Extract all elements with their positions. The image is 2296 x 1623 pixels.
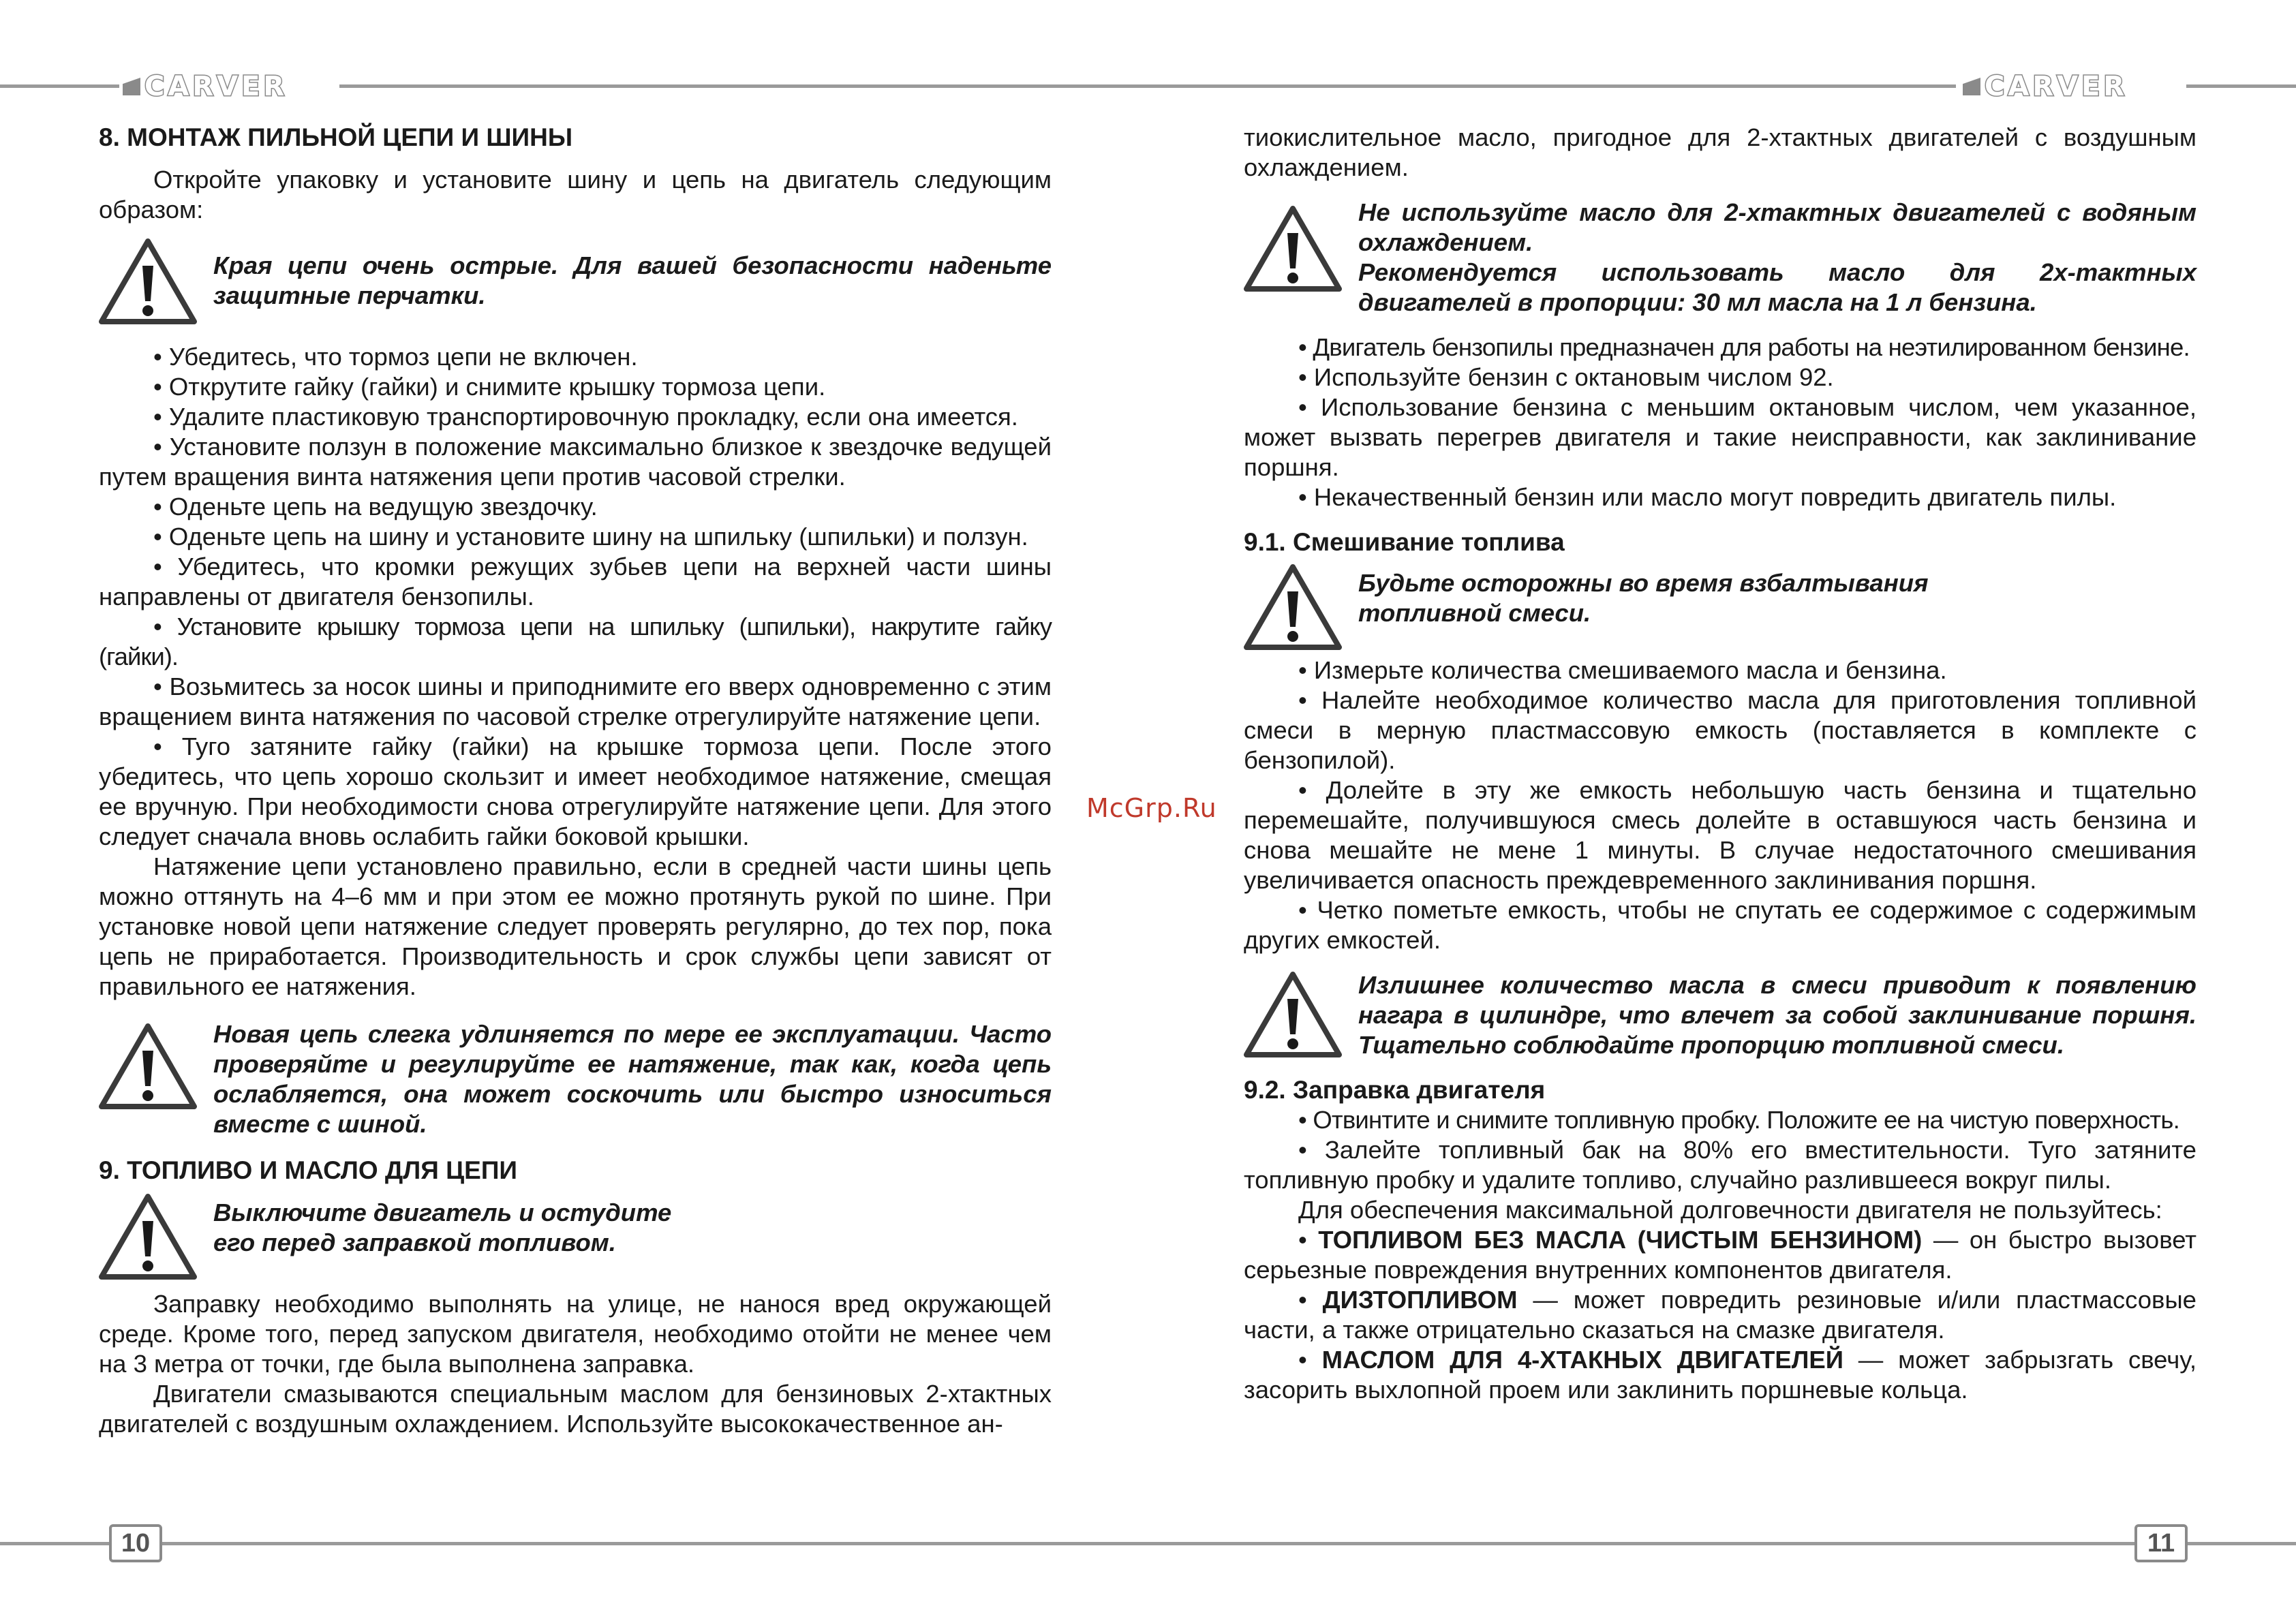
warning-icon [99, 237, 197, 324]
warning-block [99, 1019, 1052, 1139]
left-page [99, 123, 1052, 1439]
warning-block [1244, 563, 2196, 650]
list-item: • Установите крышку тормоза цепи на шпильку (шпильки), накрутите гайку (гайки). [99, 613, 1052, 670]
warning-text: Излишнее количество масла в смеси приводит к появлению нагара в цилиндре, что влечет за собой заклинивание поршня. Тщательно соблюдайте пропорцию топливной смеси. [1358, 971, 2196, 1059]
warning-text [1358, 198, 2196, 318]
brand-name: CARVER [144, 71, 288, 102]
list-item: • Оденьте цепь на шину и установите шину на шпильку (шпильки) и ползун. [153, 523, 1028, 551]
list-item: • Туго затяните гайку (гайки) на крышке тормоза цепи. После этого убедитесь, что цепь хорошо скользит и имеет необходимое натяжение, смещая ее вручную. При необходимости снова отрегулируйте натяжение цепи. Для этого следует сначала вновь ослабить гайки боковой крышки. [99, 732, 1052, 850]
brand-name: CARVER [1985, 71, 2128, 102]
page-number-right: 11 [2134, 1524, 2188, 1562]
list-item: • Некачественный бензин или масло могут повредить двигатель пилы. [1298, 483, 2117, 511]
paragraph: тиокислительное масло, пригодное для 2-хтактных двигателей с воздушным охлаждением. [1244, 123, 2196, 181]
page-number-left: 10 [109, 1524, 162, 1562]
paragraph: Для обеспечения максимальной долговечности двигателя не пользуйтесь: [1298, 1196, 2162, 1224]
paragraph: Натяжение цепи установлено правильно, если в средней части шины цепь можно оттянуть на 4–6 мм и при этом ее можно протянуть рукой по шине. При установке новой цепи натяжение следует проверять регулярно, до тех пор, пока цепь не приработается. Производительность и срок службы цепи зависят от правильного ее натяжения. [99, 852, 1052, 1000]
warning-icon [99, 1022, 197, 1109]
warning-text: Новая цепь слегка удлиняется по мере ее эксплуатации. Часто проверяйте и регулируйте ее натяжение, так как, когда цепь ослабляется, она может соскочить или быстро изноcиться вместе с шиной. [213, 1020, 1052, 1138]
list-item: • Налейте необходимое количество масла для приготовления топливной смеси в мерную пластмассовую емкость (поставляется в комплекте с бензопилой). [1244, 686, 2196, 774]
section-title-8: 8. МОНТАЖ ПИЛЬНОЙ ЦЕПИ И ШИНЫ [99, 123, 573, 151]
section-title-9-1: 9.1. Смешивание топлива [1244, 528, 1565, 556]
warning-line: топливной смеси. [1358, 599, 1591, 627]
warning-line: Рекомендуется использовать масло для 2х-тактных двигателей в пропорции: 30 мл масла на 1 л бензина. [1358, 258, 2196, 316]
list-item: • Возьмитесь за носок шины и приподнимите его вверх одновременно с этим вращением винта натяжения по часовой стрелке отрегулируйте натяжение цепи. [99, 673, 1052, 730]
list-item: • Установите ползун в положение максимально близкое к звездочке ведущей путем вращения винта натяжения цепи против часовой стрелки. [99, 433, 1052, 491]
warning-icon [1244, 204, 1342, 292]
list-item: • Убедитесь, что кромки режущих зубьев цепи на верхней части шины направлены от двигателя бензопилы. [99, 553, 1052, 610]
section-title-9: 9. ТОПЛИВО И МАСЛО ДЛЯ ЦЕПИ [99, 1156, 518, 1184]
warning-text [213, 1192, 1052, 1258]
header-rule-left [0, 84, 119, 88]
intro-text: Откройте упаковку и установите шину и цепь на двигатель следующим образом: [99, 166, 1052, 223]
list-item: • Открутите гайку (гайки) и снимите крышку тормоза цепи. [153, 373, 826, 401]
logo-mark-icon [1963, 78, 1980, 95]
list-item: • Измерьте количества смешиваемого масла и бензина. [1298, 656, 1947, 684]
list-item: • Использование бензина с меньшим октановым числом, чем указанное, может вызвать перегрев двигателя и такие неисправности, как заклинивание поршня. [1244, 393, 2196, 481]
emphasis: ТОПЛИВОМ БЕЗ МАСЛА (ЧИСТЫМ БЕНЗИНОМ) [1318, 1226, 1923, 1254]
warning-block [1244, 970, 2196, 1060]
list-item: • Залейте топливный бак на 80% его вместительности. Туго затяните топливную пробку и удалите топливо, случайно разлившееся вокруг пилы. [1244, 1136, 2196, 1194]
warning-text [1358, 563, 2196, 628]
list-item: • Оденьте цепь на ведущую звездочку. [153, 493, 598, 521]
paragraph: Заправку необходимо выполнять на улице, не нанося вред окружающей среде. Кроме того, перед запуском двигателя, необходимо отойти не менее чем на 3 метра от точки, где была выполнена заправка. [99, 1290, 1052, 1378]
list-item: • Используйте бензин с октановым числом 92. [1298, 363, 1834, 391]
list-item: • Убедитесь, что тормоз цепи не включен. [153, 343, 638, 371]
warning-icon [1244, 563, 1342, 650]
list-item: • Четко пометьте емкость, чтобы не спутать ее содержимое с содержимым других емкостей. [1244, 896, 2196, 954]
warning-line: Будьте осторожны во время взбалтывания [1358, 569, 1929, 597]
list-item: • МАСЛОМ ДЛЯ 4-ХТАКНЫХ ДВИГАТЕЛЕЙ — может забрызгать свечу, засорить выхлопной проем или заклинить поршневые кольца. [1244, 1346, 2197, 1404]
section-title-9-2: 9.2. Заправка двигателя [1244, 1076, 1546, 1104]
watermark: McGrp.Ru [1086, 793, 1217, 823]
list-item: • Отвинтите и снимите топливную пробку. Положите ее на чистую поверхность. [1298, 1106, 2179, 1134]
warning-line: Выключите двигатель и остудите [213, 1199, 672, 1226]
brand-logo-left [123, 71, 288, 102]
warning-line: его перед заправкой топливом. [213, 1228, 616, 1256]
emphasis: ДИЗТОПЛИВОМ [1322, 1286, 1518, 1314]
warning-block [99, 1192, 1052, 1280]
header-rule-middle [339, 84, 1956, 88]
list-item: • Удалите пластиковую транспортировочную прокладку, если она имеется. [153, 403, 1018, 431]
list-item: • ДИЗТОПЛИВОМ — может повредить резиновые и/или пластмассовые части, а также отрицательно сказаться на смазке двигателя. [1244, 1286, 2196, 1344]
list-item-text: — может забрызгать свечу, засорить выхлопной проем или заклинить поршневые кольца. [1244, 1346, 2197, 1404]
footer-rule [0, 1542, 2296, 1545]
brand-logo-right [1963, 71, 2128, 102]
paragraph: Двигатели смазываются специальным маслом для бензиновых 2-хтактных двигателей с воздушным охлаждением. Используйте высококачественное ан- [99, 1380, 1052, 1438]
list-item: • ТОПЛИВОМ БЕЗ МАСЛА (ЧИСТЫМ БЕНЗИНОМ) — он быстро вызовет серьезные повреждения внутренних компонентов двигателя. [1244, 1226, 2197, 1284]
warning-text: Края цепи очень острые. Для вашей безопасности наденьте защитные перчатки. [213, 251, 1052, 309]
warning-icon [99, 1192, 197, 1280]
list-item: • Долейте в эту же емкость небольшую часть бензина и тщательно перемешайте, получившуюся смесь долейте в оставшуюся часть бензина и снова мешайте не мене 1 минуты. В случае недостаточного смешивания увеличивается опасность преждевременного заклинивания поршня. [1244, 776, 2196, 894]
warning-line: Не используйте масло для 2-хтактных двигателей с водяным охлаждением. [1358, 198, 2196, 256]
right-page [1244, 123, 2196, 1405]
logo-mark-icon [123, 78, 140, 95]
warning-block [99, 237, 1052, 324]
header-rule-right [2186, 84, 2296, 88]
warning-icon [1244, 970, 1342, 1057]
list-item: • Двигатель бензопилы предназначен для работы на неэтилированном бензине. [1298, 333, 2190, 361]
list-item-text: — он быстро вызовет серьезные повреждения внутренних компонентов двигателя. [1244, 1226, 2197, 1284]
emphasis: МАСЛОМ ДЛЯ 4-ХТАКНЫХ ДВИГАТЕЛЕЙ [1321, 1346, 1843, 1374]
list-item-text: — может повредить резиновые и/или пластмассовые части, а также отрицательно сказаться на смазке двигателя. [1244, 1286, 2196, 1344]
warning-block [1244, 198, 2196, 318]
